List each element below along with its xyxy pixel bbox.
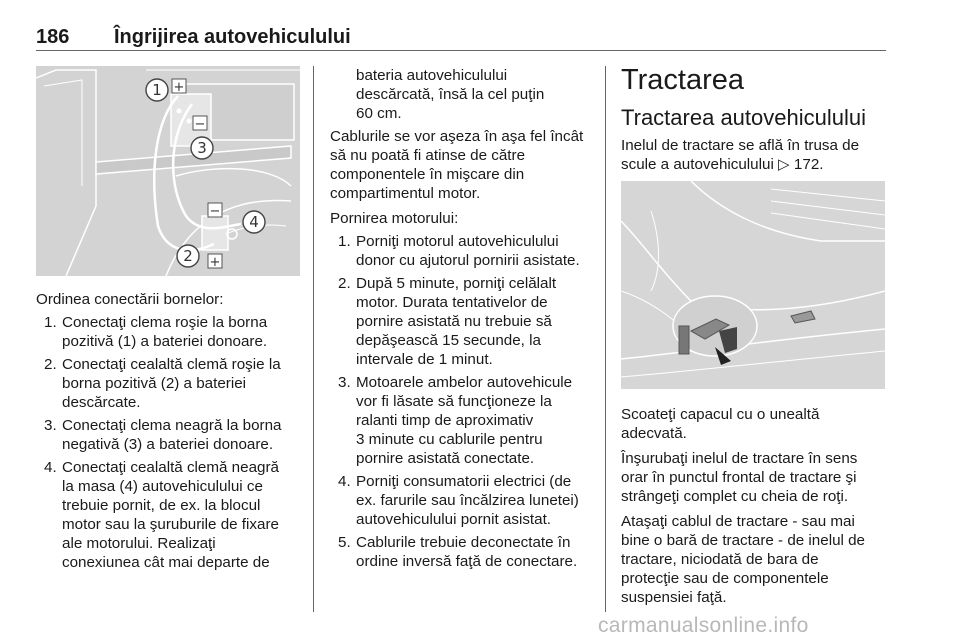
attach-tow-rope-text: Ataşaţi cablul de tractare - sau mai bine o bară de tractare - de inelul de tractare, niciodată de bara de protecţie sau de componentele suspensiei faţă. [621, 513, 866, 606]
jump-start-diagram [36, 66, 300, 276]
list-item: 4. Porniţi consumatorii electrici (de ex. farurile sau încălzirea lunetei) autovehiculului pornit asistat. [338, 473, 579, 528]
callout-4: 4 [249, 213, 259, 231]
remove-cover-text: Scoateţi capacul cu o unealtă adecvată. [621, 406, 820, 442]
page-header [36, 22, 886, 52]
tow-eye-diagram [621, 181, 885, 389]
heading-towing-vehicle: Tractarea autovehiculului [621, 105, 866, 130]
screw-tow-eye-text: Înşurubaţi inelul de tractare în sens orar în punctul frontal de tractare şi strângeţi complet cu cheia de roţi. [621, 450, 858, 505]
page-number: 186 [36, 26, 70, 48]
watermark: carmanualsonline.info [598, 614, 809, 637]
list-item: 5. Cablurile trebuie deconectate în ordine inversă faţă de conectare. [338, 534, 578, 570]
heading-towing: Tractarea [621, 64, 745, 96]
list-item: 2. Conectaţi cealaltă clemă roşie la borna pozitivă (2) a bateriei descărcate. [44, 356, 281, 411]
list-item: 3. Motoarele ambelor autovehicule vor fi lăsate să funcţioneze la ralanti timp de aproximativ 3 minute cu cablurile pentru pornire asistată conectate. [338, 374, 573, 467]
column-divider-right [605, 66, 606, 612]
towing-intro: Inelul de tractare se află în trusa de scule a autovehiculului ▷ 172. [621, 137, 860, 173]
list-item: 2. După 5 minute, porniţi celălalt motor. Durata tentativelor de pornire asistată nu trebuie să depăşească 15 secunde, la intervale de 1 minut. [338, 275, 557, 368]
engine-start-steps [330, 232, 600, 571]
list-item: 1. Porniţi motorul autovehiculului donor cu ajutorul pornirii asistate. [338, 233, 580, 269]
list-item: 3. Conectaţi clema neagră la borna negativă (3) a bateriei donoare. [44, 417, 282, 453]
plus-symbol-donor: + [173, 80, 185, 95]
illustration-tow-eye [621, 181, 885, 389]
section-title: Îngrijirea autovehiculului [114, 26, 351, 48]
continued-step: bateria autovehiculului descărcată, însă la cel puţin 60 cm. [356, 67, 545, 122]
minus-symbol-donor: − [194, 117, 206, 132]
illustration-jump-start [36, 66, 300, 276]
list-item: 4. Conectaţi cealaltă clemă neagră la masa (4) autovehiculului ce trebuie pornit, de ex. la blocul motor sau la şuruburile de fixare ale motorului. Realizaţi conexiunea cât mai departe de [44, 459, 279, 571]
connection-order-intro: Ordinea conectării bornelor: [36, 291, 224, 308]
callout-1: 1 [152, 81, 162, 99]
right-column-text [621, 405, 891, 607]
minus-symbol-discharged: − [209, 204, 221, 219]
cable-routing-note: Cablurile se vor aşeza în aşa fel încât să nu poată fi atinse de către componentele în mişcare din compartimentul motor. [330, 128, 584, 202]
list-item: 1. Conectaţi clema roşie la borna pozitivă (1) a bateriei donoare. [44, 314, 268, 350]
middle-column-text [330, 66, 600, 571]
header-rule [36, 50, 886, 51]
callout-2: 2 [183, 247, 193, 265]
left-column-text [36, 290, 306, 572]
column-divider-left [313, 66, 314, 612]
plus-symbol-discharged: + [209, 255, 221, 270]
callout-3: 3 [197, 139, 207, 157]
connection-steps [36, 313, 306, 572]
engine-start-intro: Pornirea motorului: [330, 210, 459, 227]
